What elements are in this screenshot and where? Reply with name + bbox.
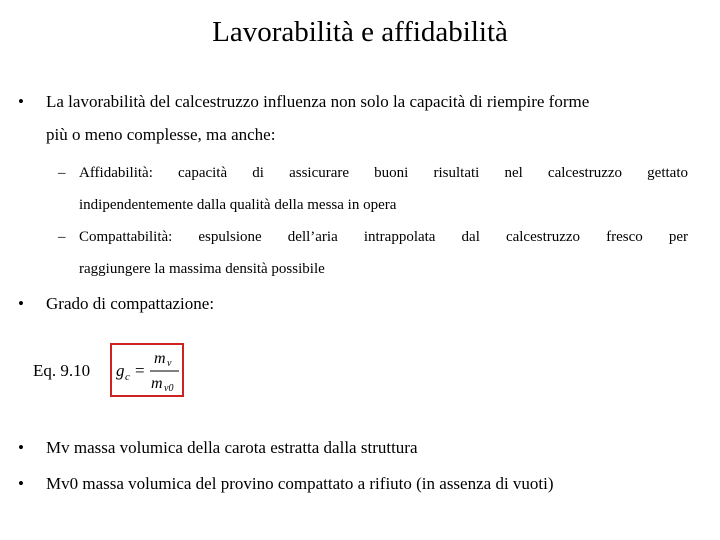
sub-bullet-marker: – (58, 229, 66, 245)
compaction-degree-formula (112, 345, 182, 395)
equation-label: Eq. 9.10 (33, 361, 91, 380)
sub-bullet-2-line-1: Compattabilità: espulsione dell’aria intrappolata dal calcestruzzo fresco per (79, 229, 688, 245)
sub-bullet-1-line-1: Affidabilità: capacità di assicurare buoni risultati nel calcestruzzo gettato (79, 165, 688, 181)
formula-numerator: m (154, 350, 166, 367)
bullet-4-text: Mv0 massa volumica del provino compattato a rifiuto (in assenza di vuoti) (46, 474, 554, 493)
sub-bullet-marker: – (58, 165, 66, 181)
bullet-2-text: Grado di compattazione: (46, 294, 215, 313)
bullet-marker: • (18, 294, 24, 313)
bullet-1-line-1: La lavorabilità del calcestruzzo influenza non solo la capacità di riempire forme (46, 92, 590, 111)
bullet-1-line-2: più o meno complesse, ma anche: (46, 125, 276, 144)
formula-numerator-subscript: v (167, 358, 172, 369)
bullet-marker: • (18, 438, 24, 457)
equation-box (110, 343, 184, 397)
formula-lhs-subscript: c (125, 371, 130, 383)
bullet-marker: • (18, 92, 24, 111)
slide-title: Lavorabilità e affidabilità (212, 16, 508, 48)
formula-denominator-subscript: v0 (164, 383, 174, 394)
formula-equals: = (135, 361, 145, 380)
formula-denominator: m (151, 375, 163, 392)
bullet-marker: • (18, 474, 24, 493)
bullet-3-text: Mv massa volumica della carota estratta dalla struttura (46, 438, 418, 457)
sub-bullet-1-line-2: indipendentemente dalla qualità della messa in opera (79, 197, 397, 213)
sub-bullet-2-line-2: raggiungere la massima densità possibile (79, 261, 325, 277)
formula-lhs: g (116, 361, 125, 380)
